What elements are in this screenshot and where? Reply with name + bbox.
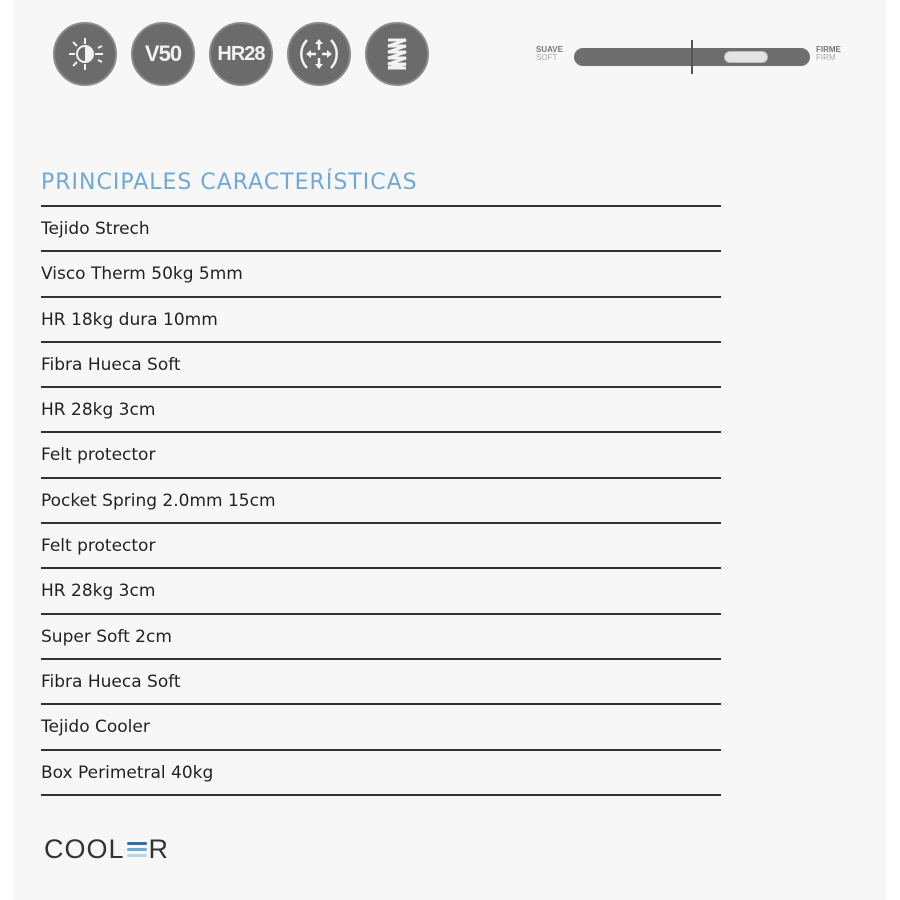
firmness-indicator bbox=[724, 51, 768, 63]
thermal-icon bbox=[53, 22, 117, 86]
feature-row: Tejido Strech bbox=[41, 207, 721, 252]
feature-row: Fibra Hueca Soft bbox=[41, 343, 721, 388]
waves-icon bbox=[127, 842, 147, 857]
feature-row: Pocket Spring 2.0mm 15cm bbox=[41, 479, 721, 524]
v50-badge: V50 bbox=[131, 22, 195, 86]
soft-label: SUAVE SOFT bbox=[536, 45, 563, 62]
logo-text-left: COOL bbox=[44, 834, 125, 864]
firmness-midpoint bbox=[691, 40, 693, 74]
hr28-badge: HR28 bbox=[209, 22, 273, 86]
feature-row: Tejido Cooler bbox=[41, 705, 721, 750]
adaptive-arrows-icon bbox=[287, 22, 351, 86]
feature-row: Super Soft 2cm bbox=[41, 615, 721, 660]
firmness-scale bbox=[536, 40, 848, 74]
feature-row: HR 28kg 3cm bbox=[41, 388, 721, 433]
feature-row: Felt protector bbox=[41, 433, 721, 478]
spring-icon bbox=[365, 22, 429, 86]
feature-row: HR 28kg 3cm bbox=[41, 569, 721, 614]
cooler-logo bbox=[44, 834, 169, 865]
features-list bbox=[41, 205, 721, 796]
feature-row: Fibra Hueca Soft bbox=[41, 660, 721, 705]
feature-row: Visco Therm 50kg 5mm bbox=[41, 252, 721, 297]
feature-row: Box Perimetral 40kg bbox=[41, 751, 721, 796]
section-title: PRINCIPALES CARACTERÍSTICAS bbox=[41, 170, 418, 195]
firm-label: FIRME FIRM bbox=[816, 45, 841, 62]
feature-row: Felt protector bbox=[41, 524, 721, 569]
logo-text-right: R bbox=[148, 834, 170, 864]
feature-row: HR 18kg dura 10mm bbox=[41, 298, 721, 343]
feature-icons bbox=[53, 22, 429, 86]
